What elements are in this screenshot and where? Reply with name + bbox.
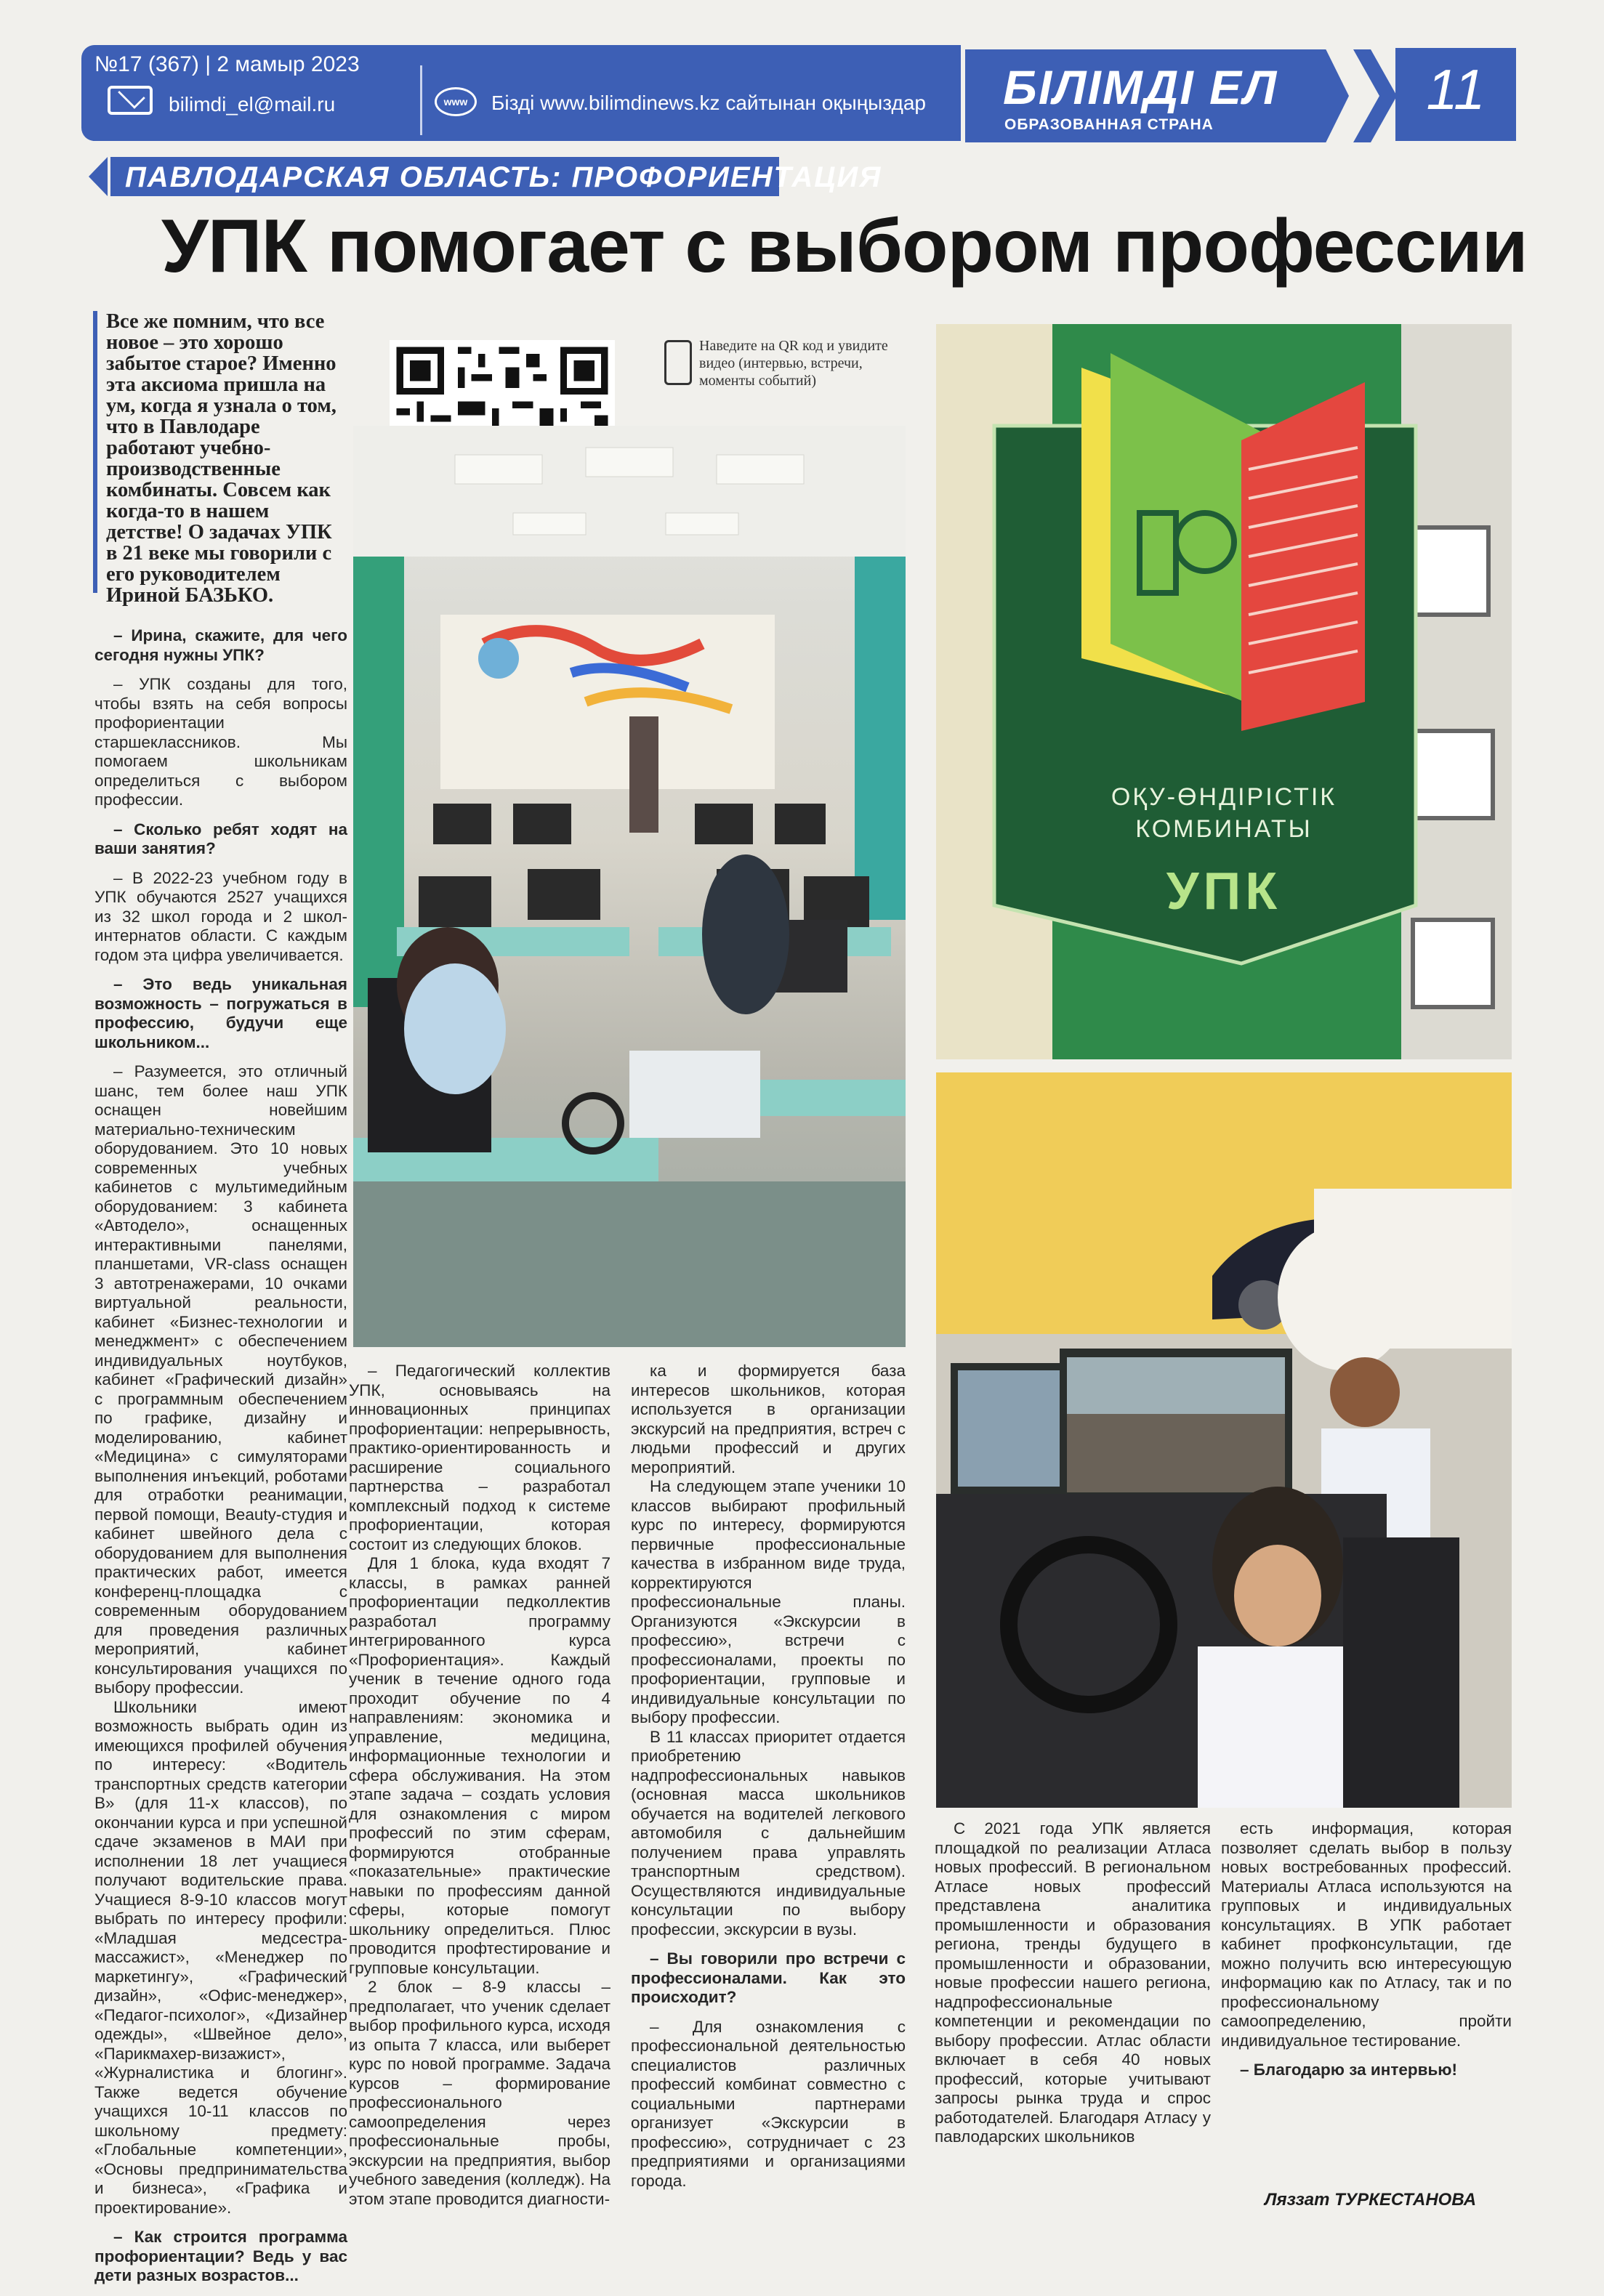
upk-sign-photo [936,324,1512,1059]
body-paragraph: Для 1 блока, куда входят 7 классы, в рамках ранней профориентации педколлектив разработал программу интегрированного курса «Профориентация». Каждый ученик в течение одного года проходит обучение по 4 направлениям: экономика и управление, медицина, информационные технологии и сфера обслуживания. На этом этапе задача – создать условия для ознакомления с миром профессий по этим сферам, формируются отобранные «показательные» практические навыки по профессиям данной сферы, которые помогут школьнику определиться. Плюс проводится профтестирование и групповые консультации. [349,1554,610,1977]
classroom-illustration [353,426,906,1347]
classroom-photo [353,426,906,1347]
simulator-illustration [936,1072,1512,1808]
interview-question: – Ирина, скажите, для чего сегодня нужны УПК? [94,626,347,664]
sign-line-1: ОҚУ-ӨНДІРІСТІК [1111,783,1337,811]
page-number: 11 [1426,57,1486,121]
author-byline: Ляззат ТУРКЕСТАНОВА [1265,2190,1477,2210]
body-paragraph: есть информация, которая позволяет сделать выбор в пользу новых востребованных профессий. Материалы Атласа используются на групповых и индивидуальных консультациях. В УПК работает кабинет профконсультации, где можно получить всю интересующую информацию как по Атласу, так и по профессиональному самоопределению, пройти индивидуальное тестирование. [1221,1819,1512,2050]
body-paragraph: Школьники имеют возможность выбрать один из имеющихся профилей обучения по интересу: «Водитель транспортных средств категории В» (для 11-х классов), по окончании курса и при успешной сдаче экзаменов в МАИ при исполнении 18 лет учащиеся получают водительские права. Учащиеся 8-9-10 классов могут выбрать по интересу профили: «Младшая медсестра-массажист», «Менеджер по маркетингу», «Графический дизайн», «Офис-менеджер», «Педагог-психолог», «Дизайнер одежды», «Швейное дело», «Парикмахер-визажист», «Журналистика и блогинг». Также ведется обучение учащихся 10-11 классов по школьному предмету: «Глобальные компетенции», «Основы предпринимательства и бизнеса», «Графика и проектирование». [94,1697,347,2217]
text-column-5 [1221,1819,1512,2090]
body-paragraph: На следующем этапе ученики 10 классов выбирают профильный курс по интересу, формируются первичные профессиональные качества в избранном виде труда, корректируются профессиональные планы. Организуются «Экскурсии в профессию», встречи с профессионалами, проекты по профориентации, групповые и индивидуальные консультации по выбору профессии. [631,1477,906,1726]
interview-question: – Сколько ребят ходят на ваши занятия? [94,820,347,857]
lead-rule [93,311,97,593]
body-paragraph: ка и формируется база интересов школьников, которая используется в организации экскурсий на предприятия, встреч с людьми профессий и других мероприятий. [631,1362,906,1476]
article-lead: Все же помним, что все новое – это хорошо забытое старое? Именно эта аксиома пришла на ум, когда я узнала о том, что в Павлодаре работают учебно-производственные комбинаты. Совсем как когда-то в нашем детстве! О задачах УПК в 21 веке мы говорили с его руководителем Ириной БАЗЬКО. [106,310,336,607]
interview-question: – Благодарю за интервью! [1240,2061,1457,2079]
sign-line-2: КОМБИНАТЫ [1135,815,1313,843]
body-paragraph: – УПК созданы для того, чтобы взять на себя вопросы профориентации старшеклассников. Мы помогаем школьникам определиться с выбором профессии. [94,675,347,809]
mail-icon [108,86,153,115]
website-note[interactable]: Бізді www.bilimdinews.kz сайтынан оқыңыздар [491,92,927,114]
chevron-right-icon [1353,49,1397,142]
driving-simulator-photo [936,1072,1512,1808]
body-paragraph: – Для ознакомления с профессиональной деятельностью специалистов различных профессий комбинат совместно с социальными партнерами организует «Экскурсии в профессию», сотрудничает с 23 предприятиями и организациями города. [631,2017,906,2190]
section-arrow-icon [89,157,108,196]
body-paragraph: – Разумеется, это отличный шанс, тем более наш УПК оснащен новейшим материально-техническим оборудованием. Это 10 новых современных учебных кабинетов с мультимедийным оборудованием: 3 кабинета «Автодело», оснащенных интерактивными панелями, планшетами, VR-class оснащен 3 автотренажерами, 10 очками виртуальной реальности, кабинет «Бизнес-технологии и менеджмент» с обеспечением индивидуальных ноутбуков, кабинет «Графический дизайн» с программным обеспечением по графике, дизайну и моделированию, кабинет «Медицина» с симуляторами выполнения инъекций, роботами для отработки реанимации, первой помощи, Beauty-студия и кабинет швейного дела с оборудованием для выполнения практических работ, имеется конференц-площадка с современным оборудованием для проведения различных мероприятий, кабинет консультирования учащихся по выбору профессии. [94,1062,347,1697]
section-label: ПАВЛОДАРСКАЯ ОБЛАСТЬ: ПРОФОРИЕНТАЦИЯ [125,161,882,193]
logo-title: БІЛІМДІ ЕЛ [1003,60,1278,114]
email-address[interactable]: bilimdi_el@mail.ru [169,93,336,116]
interview-question: – Как строится программа профориентации? Ведь у вас дети разных возрастов... [94,2228,347,2284]
body-paragraph: С 2021 года УПК является площадкой по реализации Атласа новых профессий. В региональном Атласе новых профессий представлена аналитика промышленности и образования региона, тренды будущего в промышленности и образовании, новые профессии нашего региона, надпрофессиональные компетенции и рекомендации по выбору профессии. Атлас области включает в себя 40 новых профессий, которые учитывают запросы рынка труда и спрос работодателей. Благодаря Атласу у павлодарских школьников [935,1819,1211,2146]
interview-question: – Это ведь уникальная возможность – погружаться в профессию, будучи еще школьником... [94,975,347,1051]
text-column-2 [349,1362,610,2209]
phone-icon [664,340,692,385]
text-column-3 [631,1362,906,2191]
text-column-1 [94,616,347,2296]
text-column-4 [935,1819,1211,2147]
globe-icon: www [435,87,477,116]
body-paragraph: В 11 классах приоритет отдается приобретению надпрофессиональных навыков (основная масса школьников обучается на водителей легкового автомобиля с дальнейшим получением права управлять транспортным средством). Осуществляются индивидуальные консультации по выбору профессии, экскурсии в вузы. [631,1727,906,1939]
issue-info: №17 (367) | 2 мамыр 2023 [94,52,360,76]
header-divider [420,65,422,135]
article-title: УПК помогает с выбором профессии [161,204,1528,288]
body-paragraph: – Педагогический коллектив УПК, основываясь на инновационных принципах профориентации: непрерывность, практико-ориентированность и расширение социального партнерства – разработал комплексный подход к системе профориентации, которая состоит из следующих блоков. [349,1362,610,1553]
upk-sign-illustration [936,324,1512,1059]
body-paragraph: 2 блок – 8-9 классы – предполагает, что ученик сделает выбор профильного курса, исходя из опыта 7 класса, или выберет курс по новой программе. Задача курсов – формирование профессионального самоопределения через профессиональные пробы, экскурсии на предприятия, выбор учебного заведения (колледж). На этом этапе проводится диагности- [349,1978,610,2208]
sign-abbr: УПК [1166,862,1282,921]
qr-caption: Наведите на QR код и увидите видео (интервью, встречи, моменты событий) [699,338,888,389]
body-paragraph: – В 2022-23 учебном году в УПК обучаются 2527 учащихся из 32 школ города и 2 школ-интернатов области. С каждым годом эта цифра увеличивается. [94,868,347,964]
interview-question: – Вы говорили про встречи с профессионалами. Как это происходит? [631,1949,906,2006]
logo-subtitle: ОБРАЗОВАННАЯ СТРАНА [1004,116,1214,133]
